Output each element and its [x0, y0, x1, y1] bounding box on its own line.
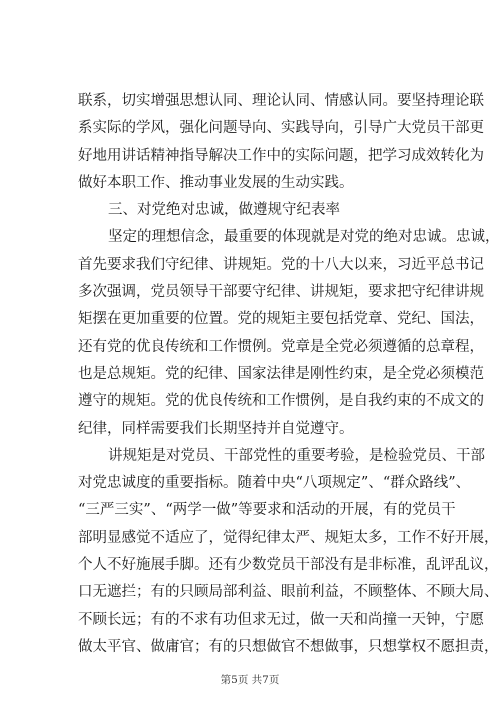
text-line: 还有党的优良传统和工作惯例。党章是全党必须遵循的总章程，	[78, 338, 484, 355]
text-line: 遵守的规矩。党的优良传统和工作惯例，是自我约束的不成文的	[78, 393, 484, 410]
text-line: 部明显感觉不适应了，觉得纪律太严、规矩太多，工作不好开展，	[78, 529, 499, 546]
text-line: 纪律，同样需要我们长期坚持并自觉遵守。	[78, 420, 354, 437]
text-line: 对党忠诚度的重要指标。随着中央“八项规定”、“群众路线”、	[78, 475, 471, 492]
text-line: 做好本职工作、推动事业发展的生动实践。	[78, 174, 354, 191]
text-line: 口无遮拦；有的只顾局部利益、眼前利益，不顾整体、不顾大局、	[78, 584, 499, 601]
text-line: 联系，切实增强思想认同、理论认同、情感认同。要坚持理论联	[78, 93, 484, 109]
text-line: 不顾长远；有的不求有功但求无过，做一天和尚撞一天钟，宁愿	[78, 611, 484, 628]
text-line: 讲规矩是对党员、干部党性的重要考验，是检验党员、干部	[108, 447, 485, 464]
page-footer: 第5页 共7页	[220, 674, 280, 686]
text-line: 系实际的学风，强化问题导向、实践导向，引导广大党员干部更	[78, 120, 484, 137]
text-line: 也是总规矩。党的纪律、国家法律是刚性约束，是全党必须模范	[78, 365, 484, 382]
text-line: 做太平官、做庸官；有的只想做官不想做事，只想掌权不愿担责，	[78, 638, 499, 655]
text-line: 首先要求我们守纪律、讲规矩。党的十八大以来，习近平总书记	[78, 256, 484, 273]
text-line: 个人不好施展手脚。还有少数党员干部没有是非标准，乱评乱议，	[78, 557, 499, 574]
text-line: “三严三实”、“两学一做”等要求和活动的开展，有的党员干	[78, 502, 456, 519]
text-line: 好地用讲话精神指导解决工作中的实际问题，把学习成效转化为	[78, 147, 484, 164]
text-line: 多次强调，党员领导干部要守纪律、讲规矩，要求把守纪律讲规	[78, 284, 484, 301]
text-line: 三、对党绝对忠诚，做遵规守纪表率	[108, 202, 340, 219]
text-line: 矩摆在更加重要的位置。党的规矩主要包括党章、党纪、国法，	[78, 311, 484, 328]
text-line: 坚定的理想信念，最重要的体现就是对党的绝对忠诚。忠诚，	[108, 229, 500, 246]
document-body	[78, 88, 500, 661]
